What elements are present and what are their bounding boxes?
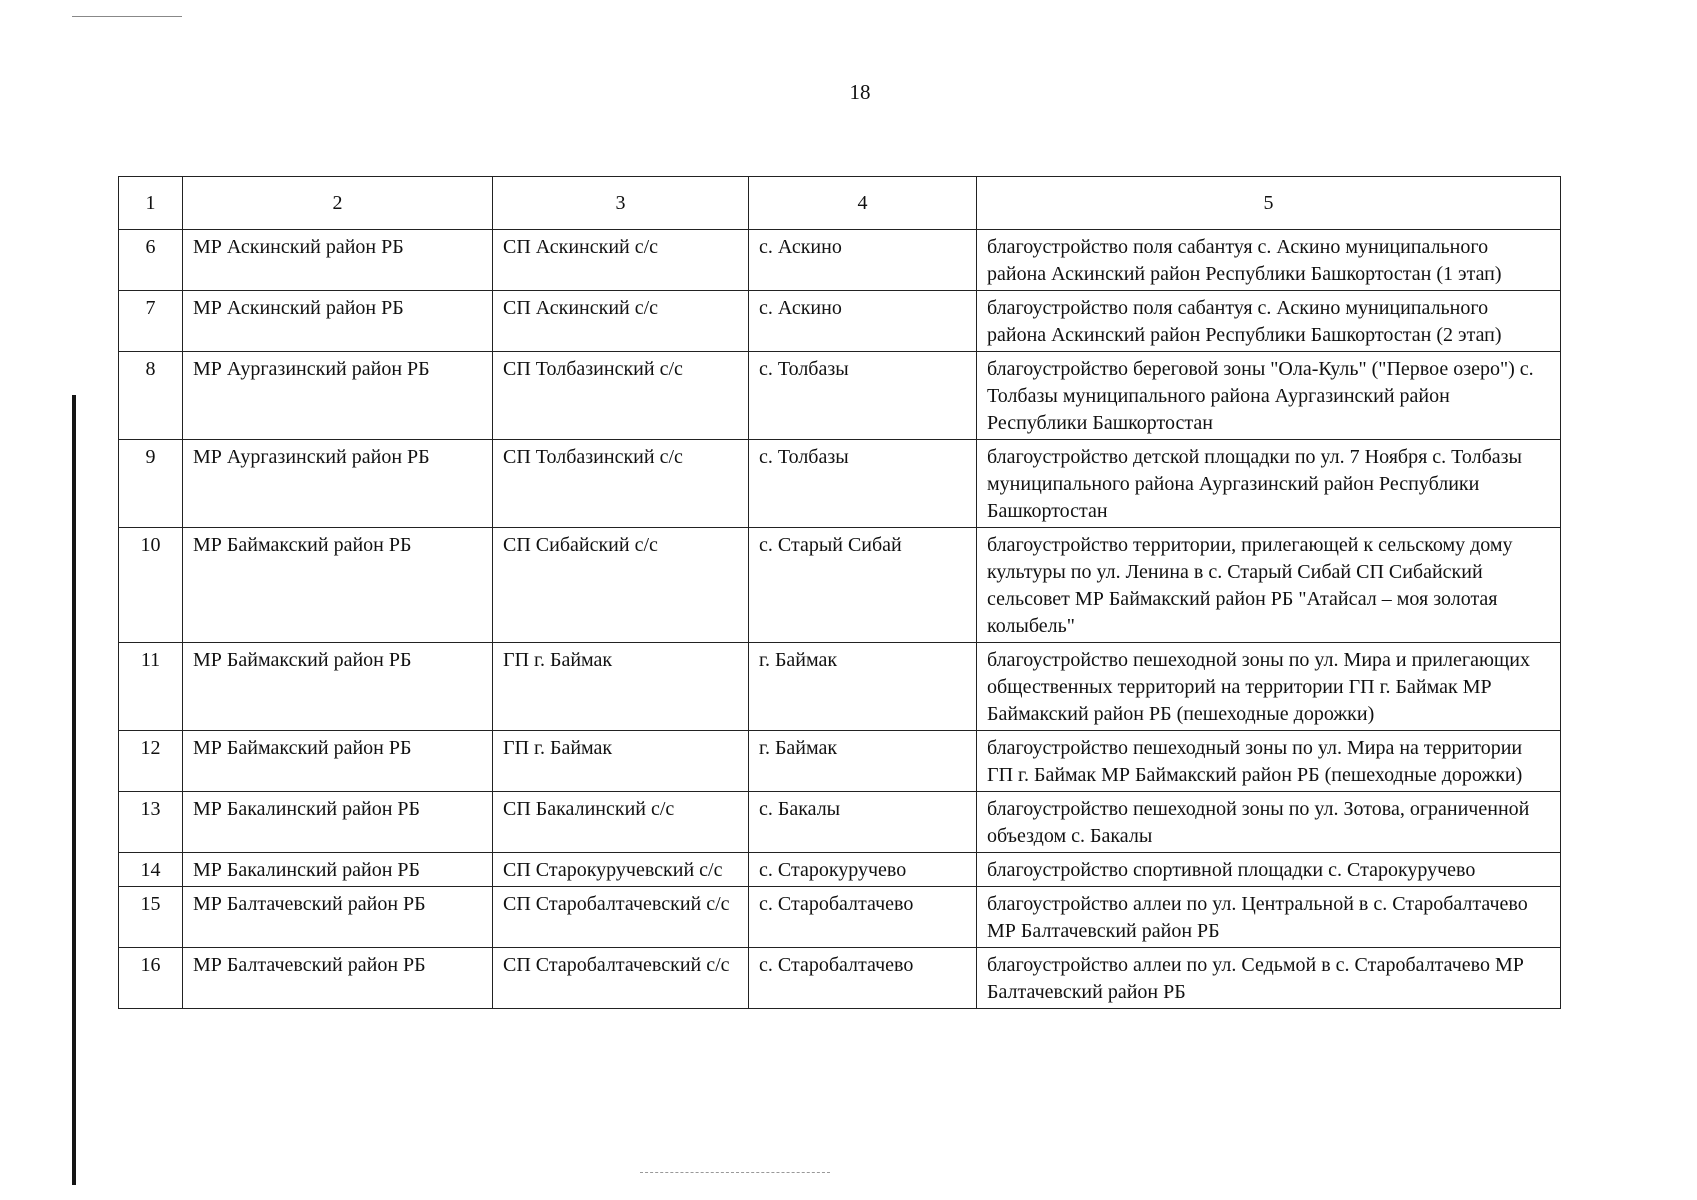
table-row	[119, 887, 1561, 948]
locality-cell: с. Бакалы	[749, 792, 977, 853]
district-cell: МР Балтачевский район РБ	[183, 948, 493, 1009]
table-row	[119, 440, 1561, 528]
description-cell: благоустройство детской площадки по ул. 7 Ноября с. Толбазы муниципального района Аургазинский район Республики Башкортостан	[977, 440, 1561, 528]
row-number-cell: 16	[119, 948, 183, 1009]
row-number-cell: 11	[119, 643, 183, 731]
locality-cell: г. Баймак	[749, 731, 977, 792]
description-cell: благоустройство поля сабантуя с. Аскино муниципального района Аскинский район Республики Башкортостан (2 этап)	[977, 291, 1561, 352]
table-row	[119, 291, 1561, 352]
table-row	[119, 352, 1561, 440]
locality-cell: с. Толбазы	[749, 352, 977, 440]
column-header-2: 2	[183, 177, 493, 230]
district-cell: МР Аскинский район РБ	[183, 291, 493, 352]
district-cell: МР Бакалинский район РБ	[183, 792, 493, 853]
projects-table	[118, 176, 1561, 1009]
description-cell: благоустройство пешеходной зоны по ул. Зотова, ограниченной объездом с. Бакалы	[977, 792, 1561, 853]
district-cell: МР Баймакский район РБ	[183, 731, 493, 792]
table-row	[119, 792, 1561, 853]
district-cell: МР Аургазинский район РБ	[183, 440, 493, 528]
settlement-cell: СП Аскинский с/с	[493, 291, 749, 352]
table-row	[119, 853, 1561, 887]
table-header-row	[119, 177, 1561, 230]
settlement-cell: СП Сибайский с/с	[493, 528, 749, 643]
district-cell: МР Аскинский район РБ	[183, 230, 493, 291]
row-number-cell: 8	[119, 352, 183, 440]
locality-cell: с. Толбазы	[749, 440, 977, 528]
district-cell: МР Баймакский район РБ	[183, 643, 493, 731]
column-header-5: 5	[977, 177, 1561, 230]
row-number-cell: 6	[119, 230, 183, 291]
row-number-cell: 13	[119, 792, 183, 853]
row-number-cell: 10	[119, 528, 183, 643]
page-number: 18	[849, 80, 871, 104]
column-header-4: 4	[749, 177, 977, 230]
table-row	[119, 528, 1561, 643]
locality-cell: с. Старокуручево	[749, 853, 977, 887]
settlement-cell: СП Старобалтачевский с/с	[493, 948, 749, 1009]
scan-bottom-marks	[640, 1172, 830, 1174]
scan-edge-bar	[72, 395, 76, 1185]
settlement-cell: СП Старокуручевский с/с	[493, 853, 749, 887]
table-row	[119, 948, 1561, 1009]
settlement-cell: ГП г. Баймак	[493, 731, 749, 792]
locality-cell: с. Старый Сибай	[749, 528, 977, 643]
settlement-cell: ГП г. Баймак	[493, 643, 749, 731]
description-cell: благоустройство спортивной площадки с. Старокуручево	[977, 853, 1561, 887]
description-cell: благоустройство территории, прилегающей к сельскому дому культуры по ул. Ленина в с. Старый Сибай СП Сибайский сельсовет МР Баймакский район РБ "Атайсал – моя золотая колыбель"	[977, 528, 1561, 643]
locality-cell: с. Аскино	[749, 291, 977, 352]
locality-cell: г. Баймак	[749, 643, 977, 731]
settlement-cell: СП Бакалинский с/с	[493, 792, 749, 853]
description-cell: благоустройство поля сабантуя с. Аскино муниципального района Аскинский район Республики Башкортостан (1 этап)	[977, 230, 1561, 291]
district-cell: МР Балтачевский район РБ	[183, 887, 493, 948]
description-cell: благоустройство береговой зоны "Ола-Куль" ("Первое озеро") с. Толбазы муниципального района Аургазинский район Республики Башкортостан	[977, 352, 1561, 440]
district-cell: МР Баймакский район РБ	[183, 528, 493, 643]
settlement-cell: СП Толбазинский с/с	[493, 440, 749, 528]
settlement-cell: СП Старобалтачевский с/с	[493, 887, 749, 948]
table-row	[119, 230, 1561, 291]
locality-cell: с. Старобалтачево	[749, 887, 977, 948]
locality-cell: с. Старобалтачево	[749, 948, 977, 1009]
locality-cell: с. Аскино	[749, 230, 977, 291]
settlement-cell: СП Толбазинский с/с	[493, 352, 749, 440]
table-row	[119, 643, 1561, 731]
row-number-cell: 9	[119, 440, 183, 528]
district-cell: МР Бакалинский район РБ	[183, 853, 493, 887]
description-cell: благоустройство пешеходный зоны по ул. Мира на территории ГП г. Баймак МР Баймакский район РБ (пешеходные дорожки)	[977, 731, 1561, 792]
row-number-cell: 14	[119, 853, 183, 887]
row-number-cell: 7	[119, 291, 183, 352]
table-row	[119, 731, 1561, 792]
description-cell: благоустройство аллеи по ул. Центральной в с. Старобалтачево МР Балтачевский район РБ	[977, 887, 1561, 948]
district-cell: МР Аургазинский район РБ	[183, 352, 493, 440]
column-header-1: 1	[119, 177, 183, 230]
settlement-cell: СП Аскинский с/с	[493, 230, 749, 291]
column-header-3: 3	[493, 177, 749, 230]
corner-rule	[72, 16, 182, 17]
row-number-cell: 15	[119, 887, 183, 948]
description-cell: благоустройство пешеходной зоны по ул. Мира и прилегающих общественных территорий на территории ГП г. Баймак МР Баймакский район РБ (пешеходные дорожки)	[977, 643, 1561, 731]
description-cell: благоустройство аллеи по ул. Седьмой в с. Старобалтачево МР Балтачевский район РБ	[977, 948, 1561, 1009]
row-number-cell: 12	[119, 731, 183, 792]
